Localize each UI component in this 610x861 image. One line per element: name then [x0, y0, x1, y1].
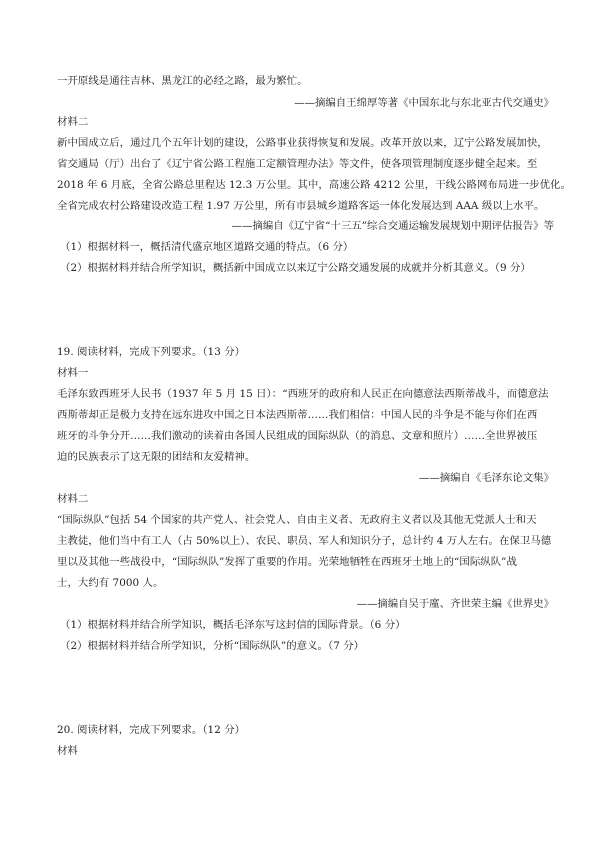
- question-item: （1）根据材料一，概括清代盛京地区道路交通的特点。（6 分）: [60, 241, 354, 253]
- carry-over-line: 一开原线是通往吉林、黑龙江的必经之路，最为繁忙。: [57, 75, 308, 87]
- paragraph-line: 省交通局（厅）出台了《辽宁省公路工程施工定额管理办法》等文件，使各项管理制度逐步健全起来。至: [57, 158, 538, 170]
- question-19-title: 19. 阅读材料，完成下列要求。（13 分）: [57, 346, 246, 358]
- paragraph-line: 2018 年 6 月底，全省公路总里程达 12.3 万公里。其中，高速公路 4212 公里，干线公路网布局进一步优化。: [57, 179, 571, 191]
- paragraph-line: 新中国成立后，通过几个五年计划的建设，公路事业获得恢复和发展。改革开放以来，辽宁公路发展加快，: [57, 137, 548, 149]
- material1-heading: 材料一: [57, 367, 89, 379]
- material-heading: 材料: [57, 745, 78, 757]
- material2-heading: 材料二: [57, 493, 89, 505]
- paragraph-line: 班牙的斗争分开……我们激动的读着由各国人民组成的国际纵队（的消息、文章和照片）……全世界被压: [57, 430, 538, 442]
- paragraph-line: 西斯蒂却正是极力支持在远东进攻中国之日本法西斯蒂……我们相信：中国人民的斗争是不能与你们在西: [57, 409, 538, 421]
- material1-source: ——摘编自王绵厚等著《中国东北与东北亚古代交通史》: [294, 97, 554, 109]
- paragraph-line: 主教徒，他们当中有工人（占 50%以上）、农民、职员、军人和知识分子，总计约 4 万人左右。在保卫马德: [57, 535, 552, 547]
- paragraph-line: 迫的民族表示了这无限的团结和友爱精神。: [57, 451, 256, 463]
- question-item: （2）根据材料并结合所学知识，概括新中国成立以来辽宁公路交通发展的成就并分析其意义。（9 分）: [60, 262, 531, 274]
- material2-source: ——摘编自吴于廑、齐世荣主编《世界史》: [356, 598, 554, 610]
- material2-source: ——摘编自《辽宁省“十三五”综合交通运输发展规划中期评估报告》等: [231, 220, 554, 232]
- material2-heading: 材料二: [57, 116, 89, 128]
- material1-source: ——摘编自《毛泽东论文集》: [418, 472, 554, 484]
- paragraph-line: “国际纵队”包括 54 个国家的共产党人、社会党人、自由主义者、无政府主义者以及其他无党派人士和天: [57, 514, 537, 526]
- paragraph-line: 毛泽东致西班牙人民书（1937 年 5 月 15 日）：“西班牙的政府和人民正在向德意法西斯蒂战斗，而德意法: [57, 388, 549, 400]
- paragraph-line: 全省完成农村公路建设改造工程 1.97 万公里，所有市县城乡道路客运一体化发展达到 AAA 级以上水平。: [57, 200, 545, 212]
- question-item: （1）根据材料并结合所学知识，概括毛泽东写这封信的国际背景。（6 分）: [60, 619, 406, 631]
- question-20-title: 20. 阅读材料，完成下列要求。（12 分）: [57, 724, 246, 736]
- paragraph-line: 士，大约有 7000 人。: [57, 577, 164, 589]
- paragraph-line: 里以及其他一些战役中，“国际纵队”发挥了重要的作用。光荣地牺牲在西班牙土地上的“国际纵队”战: [57, 556, 517, 568]
- question-item: （2）根据材料并结合所学知识，分析“国际纵队”的意义。（7 分）: [60, 640, 365, 652]
